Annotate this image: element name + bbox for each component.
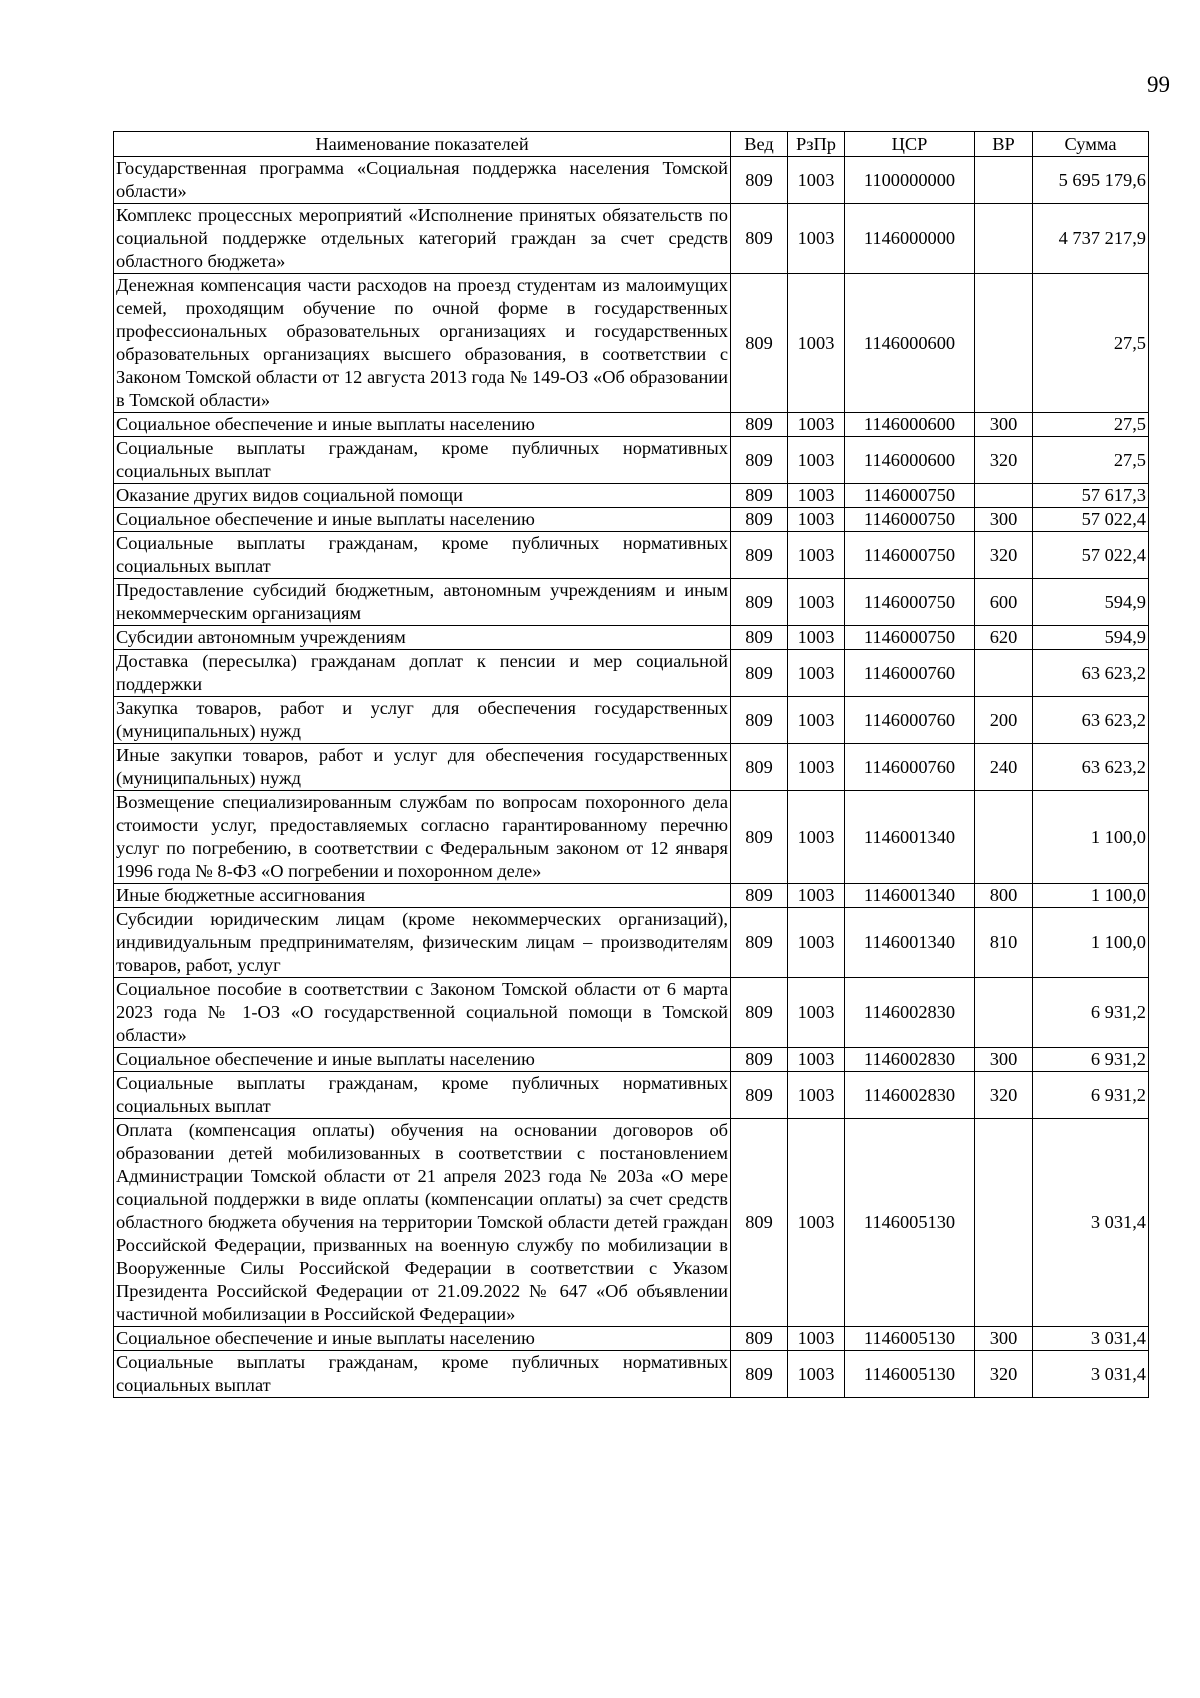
- cell-vr: [975, 1119, 1033, 1327]
- table-row: [114, 484, 1149, 508]
- cell-name: Денежная компенсация части расходов на проезд студентам из малоимущих семей, проходящим обучение по очной форме в государственных профессиональных образовательных организациях и государственных образовательных организациях высшего образования, в соответствии с Законом Томской области от 12 августа 2013 года № 149-ОЗ «Об образовании в Томской области»: [114, 274, 731, 413]
- cell-name: Социальное обеспечение и иные выплаты населению: [114, 413, 731, 437]
- cell-csr: 1146000600: [845, 437, 975, 484]
- header-csr: ЦСР: [845, 132, 975, 157]
- table-row: [114, 413, 1149, 437]
- cell-ved: 809: [731, 650, 788, 697]
- table-row: [114, 1119, 1149, 1327]
- cell-ved: 809: [731, 532, 788, 579]
- cell-sum: 6 931,2: [1033, 1048, 1149, 1072]
- cell-sum: 27,5: [1033, 413, 1149, 437]
- cell-ved: 809: [731, 978, 788, 1048]
- cell-rzpr: 1003: [788, 697, 845, 744]
- cell-ved: 809: [731, 484, 788, 508]
- cell-sum: 594,9: [1033, 626, 1149, 650]
- cell-name: Доставка (пересылка) гражданам доплат к пенсии и мер социальной поддержки: [114, 650, 731, 697]
- header-sum: Сумма: [1033, 132, 1149, 157]
- cell-rzpr: 1003: [788, 157, 845, 204]
- cell-sum: 4 737 217,9: [1033, 204, 1149, 274]
- cell-sum: 3 031,4: [1033, 1327, 1149, 1351]
- cell-rzpr: 1003: [788, 884, 845, 908]
- table-row: [114, 1351, 1149, 1398]
- cell-csr: 1146002830: [845, 1072, 975, 1119]
- cell-ved: 809: [731, 884, 788, 908]
- cell-csr: 1146005130: [845, 1327, 975, 1351]
- cell-name: Социальные выплаты гражданам, кроме публичных нормативных социальных выплат: [114, 532, 731, 579]
- cell-vr: 800: [975, 884, 1033, 908]
- cell-sum: 594,9: [1033, 579, 1149, 626]
- cell-sum: 27,5: [1033, 437, 1149, 484]
- header-rzpr: РзПр: [788, 132, 845, 157]
- cell-ved: 809: [731, 157, 788, 204]
- cell-ved: 809: [731, 697, 788, 744]
- cell-vr: 300: [975, 508, 1033, 532]
- table-row: [114, 791, 1149, 884]
- cell-name: Государственная программа «Социальная поддержка населения Томской области»: [114, 157, 731, 204]
- cell-vr: 810: [975, 908, 1033, 978]
- cell-rzpr: 1003: [788, 579, 845, 626]
- cell-vr: 240: [975, 744, 1033, 791]
- cell-name: Социальные выплаты гражданам, кроме публичных нормативных социальных выплат: [114, 437, 731, 484]
- cell-name: Субсидии автономным учреждениям: [114, 626, 731, 650]
- cell-vr: 300: [975, 413, 1033, 437]
- table-row: [114, 1072, 1149, 1119]
- table-body: [114, 157, 1149, 1398]
- cell-ved: 809: [731, 626, 788, 650]
- cell-csr: 1146000600: [845, 413, 975, 437]
- cell-csr: 1146000000: [845, 204, 975, 274]
- cell-rzpr: 1003: [788, 204, 845, 274]
- cell-vr: [975, 274, 1033, 413]
- cell-ved: 809: [731, 791, 788, 884]
- table-row: [114, 1048, 1149, 1072]
- cell-name: Оплата (компенсация оплаты) обучения на основании договоров об образовании детей мобилизованных в соответствии с постановлением Администрации Томской области от 21 апреля 2023 года № 203а «О мере социальной поддержки в виде оплаты (компенсации оплаты) за счет средств областного бюджета обучения на территории Томской области детей граждан Российской Федерации, призванных на военную службу по мобилизации в Вооруженные Силы Российской Федерации в соответствии с Указом Президента Российской Федерации от 21.09.2022 № 647 «Об объявлении частичной мобилизации в Российской Федерации»: [114, 1119, 731, 1327]
- cell-ved: 809: [731, 1072, 788, 1119]
- cell-name: Комплекс процессных мероприятий «Исполнение принятых обязательств по социальной поддержке отдельных категорий граждан за счет средств областного бюджета»: [114, 204, 731, 274]
- cell-sum: 6 931,2: [1033, 978, 1149, 1048]
- cell-rzpr: 1003: [788, 1048, 845, 1072]
- cell-csr: 1146000600: [845, 274, 975, 413]
- cell-sum: 6 931,2: [1033, 1072, 1149, 1119]
- cell-sum: 57 617,3: [1033, 484, 1149, 508]
- cell-vr: 620: [975, 626, 1033, 650]
- cell-vr: [975, 978, 1033, 1048]
- cell-csr: 1146000760: [845, 744, 975, 791]
- cell-ved: 809: [731, 1119, 788, 1327]
- cell-sum: 1 100,0: [1033, 884, 1149, 908]
- table-row: [114, 579, 1149, 626]
- cell-rzpr: 1003: [788, 274, 845, 413]
- cell-vr: 320: [975, 532, 1033, 579]
- table-row: [114, 204, 1149, 274]
- cell-vr: [975, 204, 1033, 274]
- cell-ved: 809: [731, 1327, 788, 1351]
- cell-name: Оказание других видов социальной помощи: [114, 484, 731, 508]
- page-number: 99: [1147, 72, 1170, 97]
- cell-rzpr: 1003: [788, 1351, 845, 1398]
- cell-csr: 1146005130: [845, 1351, 975, 1398]
- cell-csr: 1146001340: [845, 884, 975, 908]
- cell-ved: 809: [731, 1351, 788, 1398]
- cell-ved: 809: [731, 744, 788, 791]
- cell-name: Социальные выплаты гражданам, кроме публичных нормативных социальных выплат: [114, 1351, 731, 1398]
- table-row: [114, 1327, 1149, 1351]
- cell-rzpr: 1003: [788, 1327, 845, 1351]
- cell-sum: 5 695 179,6: [1033, 157, 1149, 204]
- cell-csr: 1146005130: [845, 1119, 975, 1327]
- cell-csr: 1146002830: [845, 1048, 975, 1072]
- cell-rzpr: 1003: [788, 1072, 845, 1119]
- cell-sum: 3 031,4: [1033, 1351, 1149, 1398]
- table-row: [114, 908, 1149, 978]
- cell-ved: 809: [731, 579, 788, 626]
- cell-csr: 1146000750: [845, 579, 975, 626]
- cell-csr: 1146000760: [845, 697, 975, 744]
- cell-ved: 809: [731, 508, 788, 532]
- table-row: [114, 532, 1149, 579]
- cell-vr: [975, 157, 1033, 204]
- cell-rzpr: 1003: [788, 908, 845, 978]
- cell-name: Социальное обеспечение и иные выплаты населению: [114, 508, 731, 532]
- cell-sum: 27,5: [1033, 274, 1149, 413]
- cell-ved: 809: [731, 204, 788, 274]
- cell-vr: [975, 484, 1033, 508]
- cell-name: Иные бюджетные ассигнования: [114, 884, 731, 908]
- cell-vr: 320: [975, 437, 1033, 484]
- header-ved: Вед: [731, 132, 788, 157]
- cell-csr: 1146002830: [845, 978, 975, 1048]
- cell-vr: 300: [975, 1048, 1033, 1072]
- cell-rzpr: 1003: [788, 508, 845, 532]
- table-row: [114, 744, 1149, 791]
- cell-rzpr: 1003: [788, 532, 845, 579]
- cell-csr: 1146000760: [845, 650, 975, 697]
- cell-vr: 200: [975, 697, 1033, 744]
- cell-ved: 809: [731, 437, 788, 484]
- cell-rzpr: 1003: [788, 650, 845, 697]
- cell-name: Закупка товаров, работ и услуг для обеспечения государственных (муниципальных) нужд: [114, 697, 731, 744]
- table-row: [114, 697, 1149, 744]
- cell-sum: 57 022,4: [1033, 532, 1149, 579]
- cell-vr: 300: [975, 1327, 1033, 1351]
- cell-name: Субсидии юридическим лицам (кроме некоммерческих организаций), индивидуальным предпринимателям, физическим лицам – производителям товаров, работ, услуг: [114, 908, 731, 978]
- table-row: [114, 626, 1149, 650]
- table-row: [114, 157, 1149, 204]
- cell-csr: 1146001340: [845, 908, 975, 978]
- cell-name: Иные закупки товаров, работ и услуг для обеспечения государственных (муниципальных) нужд: [114, 744, 731, 791]
- cell-rzpr: 1003: [788, 484, 845, 508]
- cell-name: Предоставление субсидий бюджетным, автономным учреждениям и иным некоммерческим организациям: [114, 579, 731, 626]
- cell-csr: 1146000750: [845, 508, 975, 532]
- table-row: [114, 508, 1149, 532]
- cell-ved: 809: [731, 274, 788, 413]
- table-row: [114, 978, 1149, 1048]
- cell-rzpr: 1003: [788, 791, 845, 884]
- cell-name: Возмещение специализированным службам по вопросам похоронного дела стоимости услуг, предоставляемых согласно гарантированному перечню услуг по погребению, в соответствии с Федеральным законом от 12 января 1996 года № 8-ФЗ «О погребении и похоронном деле»: [114, 791, 731, 884]
- cell-vr: 600: [975, 579, 1033, 626]
- cell-rzpr: 1003: [788, 626, 845, 650]
- cell-sum: 63 623,2: [1033, 744, 1149, 791]
- table-row: [114, 437, 1149, 484]
- cell-ved: 809: [731, 1048, 788, 1072]
- table-row: [114, 650, 1149, 697]
- cell-rzpr: 1003: [788, 413, 845, 437]
- cell-rzpr: 1003: [788, 978, 845, 1048]
- cell-sum: 63 623,2: [1033, 650, 1149, 697]
- cell-name: Социальное обеспечение и иные выплаты населению: [114, 1327, 731, 1351]
- cell-sum: 63 623,2: [1033, 697, 1149, 744]
- budget-table: [113, 131, 1149, 1398]
- cell-sum: 1 100,0: [1033, 791, 1149, 884]
- cell-csr: 1100000000: [845, 157, 975, 204]
- table-row: [114, 274, 1149, 413]
- cell-sum: 57 022,4: [1033, 508, 1149, 532]
- cell-vr: 320: [975, 1351, 1033, 1398]
- cell-rzpr: 1003: [788, 1119, 845, 1327]
- cell-name: Социальное обеспечение и иные выплаты населению: [114, 1048, 731, 1072]
- cell-name: Социальные выплаты гражданам, кроме публичных нормативных социальных выплат: [114, 1072, 731, 1119]
- cell-sum: 1 100,0: [1033, 908, 1149, 978]
- header-name: Наименование показателей: [114, 132, 731, 157]
- cell-rzpr: 1003: [788, 744, 845, 791]
- header-vr: ВР: [975, 132, 1033, 157]
- cell-rzpr: 1003: [788, 437, 845, 484]
- cell-csr: 1146001340: [845, 791, 975, 884]
- cell-vr: 320: [975, 1072, 1033, 1119]
- cell-ved: 809: [731, 908, 788, 978]
- cell-vr: [975, 791, 1033, 884]
- cell-vr: [975, 650, 1033, 697]
- cell-csr: 1146000750: [845, 626, 975, 650]
- cell-name: Социальное пособие в соответствии с Законом Томской области от 6 марта 2023 года № 1-ОЗ «О государственной социальной помощи в Томской области»: [114, 978, 731, 1048]
- table-header-row: [114, 132, 1149, 157]
- cell-sum: 3 031,4: [1033, 1119, 1149, 1327]
- cell-csr: 1146000750: [845, 532, 975, 579]
- table-row: [114, 884, 1149, 908]
- cell-ved: 809: [731, 413, 788, 437]
- cell-csr: 1146000750: [845, 484, 975, 508]
